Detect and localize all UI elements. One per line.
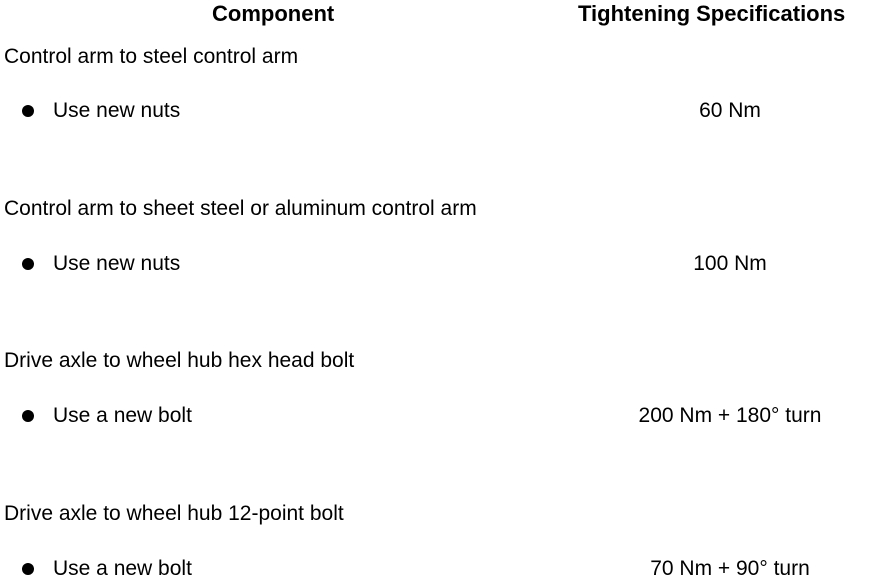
component-title: Drive axle to wheel hub 12-point bolt: [4, 502, 344, 525]
note-text: Use new nuts: [53, 99, 181, 122]
component-title: Drive axle to wheel hub hex head bolt: [4, 349, 355, 372]
bullet-note: [22, 556, 192, 582]
column-header-component: Component: [212, 1, 335, 26]
component-title: Control arm to steel control arm: [4, 45, 299, 68]
bullet-note: [22, 403, 192, 429]
bullet-note: [22, 98, 180, 124]
column-header-tightening-specifications: Tightening Specifications: [578, 1, 846, 26]
spec-value: 200 Nm + 180° turn: [638, 404, 822, 427]
spec-value: 70 Nm + 90° turn: [650, 557, 810, 580]
bullet-icon: [22, 563, 34, 575]
component-title: Control arm to sheet steel or aluminum control arm: [4, 197, 477, 220]
note-text: Use a new bolt: [53, 557, 192, 580]
spec-value: 60 Nm: [699, 99, 761, 122]
spec-value: 100 Nm: [693, 252, 767, 275]
bullet-icon: [22, 258, 34, 270]
bullet-icon: [22, 410, 34, 422]
bullet-note: [22, 251, 180, 277]
bullet-icon: [22, 105, 34, 117]
note-text: Use a new bolt: [53, 404, 192, 427]
note-text: Use new nuts: [53, 252, 181, 275]
